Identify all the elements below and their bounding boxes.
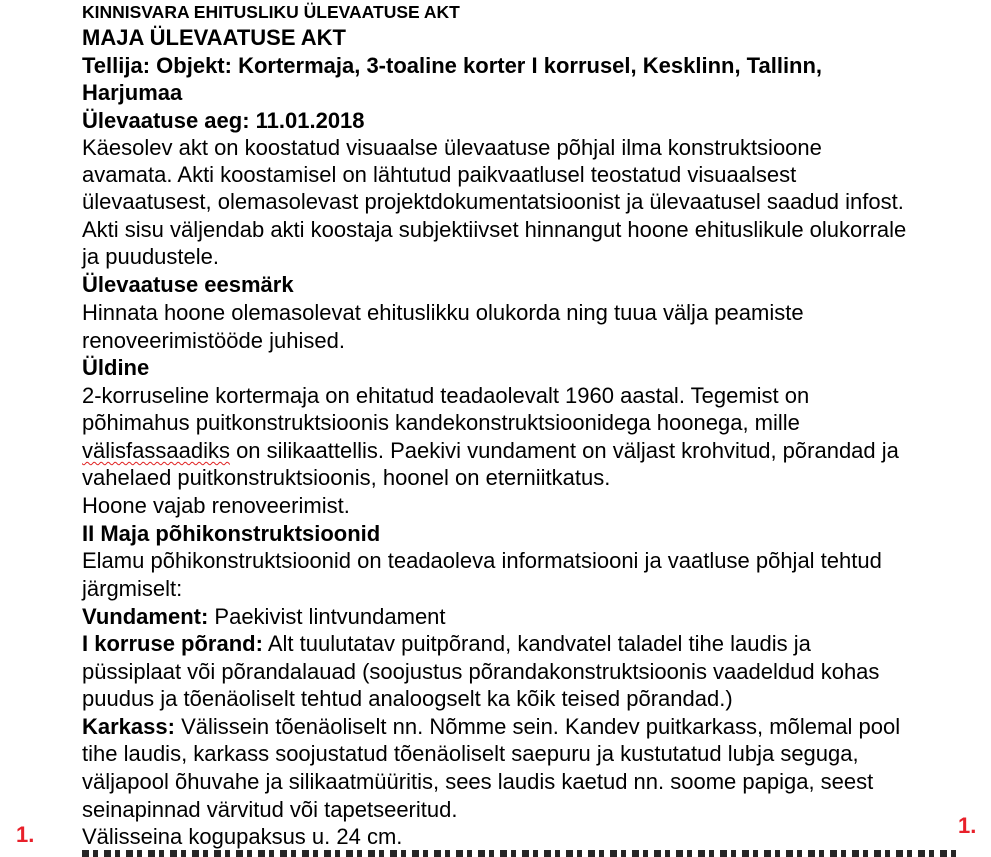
purpose-line: Hinnata hoone olemasolevat ehituslikku olukorda ning tuua välja peamiste (82, 300, 804, 325)
frame-line: Välisseina kogupaksus u. 24 cm. (82, 824, 403, 849)
frame-line (82, 713, 900, 740)
document-title: KINNISVARA EHITUSLIKU ÜLEVAATUSE AKT (82, 2, 460, 22)
floor-label: I korruse põrand: (82, 631, 263, 656)
intro-line: avamata. Akti koostamisel on lähtutud paikvaatlusel teostatud visuaalsest (82, 162, 797, 187)
floor-line: puudus ja tõenäoliselt tehtud analoogselt ka kõik teised põrandad.) (82, 686, 733, 711)
structures-intro-line: järgmiselt: (82, 576, 183, 601)
foundation-label: Vundament: (82, 604, 209, 629)
general-heading: Üldine (82, 355, 150, 380)
foundation-text: Paekivist lintvundament (208, 604, 446, 629)
purpose-heading: Ülevaatuse eesmärk (82, 272, 294, 297)
client-line-2: Harjumaa (82, 80, 183, 105)
truncated-text-line (82, 850, 962, 857)
frame-line: tihe laudis, karkass soojustatud tõenäoliselt saepuru ja kustutatud lubja seguga, (82, 741, 859, 766)
intro-line: Käesolev akt on koostatud visuaalse ülevaatuse põhjal ilma konstruktsioone (82, 135, 822, 160)
floor-line: püssiplaat või põrandalauad (soojustus põrandakonstruktsioonis vaadeldud kohas (82, 659, 880, 684)
floor-line (82, 630, 811, 657)
inspection-date: Ülevaatuse aeg: 11.01.2018 (82, 108, 365, 133)
truncated-text-glyphs (82, 850, 962, 857)
client-line-1: Tellija: Objekt: Kortermaja, 3-toaline korter I korrusel, Kesklinn, Tallinn, (82, 53, 823, 78)
purpose-line: renoveerimistööde juhised. (82, 328, 345, 353)
foundation-line (82, 603, 446, 630)
general-line: põhimahus puitkonstruktsioonis kandekonstruktsioonidega hoonega, mille (82, 410, 800, 435)
intro-line: ja puudustele. (82, 244, 219, 269)
structures-heading: II Maja põhikonstruktsioonid (82, 521, 381, 546)
frame-text: Välissein tõenäoliselt nn. Nõmme sein. Kandev puitkarkass, mõlemal pool (174, 714, 901, 739)
frame-line: seinapinnad värvitud või tapetseeritud. (82, 797, 458, 822)
general-line (82, 437, 899, 464)
annotation-marker-left: 1. (16, 822, 35, 847)
general-line: 2-korruseline kortermaja on ehitatud teadaolevalt 1960 aastal. Tegemist on (82, 383, 810, 408)
general-line: Hoone vajab renoveerimist. (82, 493, 350, 518)
annotation-marker-right: 1. (958, 813, 977, 838)
frame-label: Karkass: (82, 714, 175, 739)
intro-line: Akti sisu väljendab akti koostaja subjektiivset hinnangut hoone ehituslikule olukorrale (82, 217, 907, 242)
misspelled-word[interactable]: välisfassaadiks (82, 438, 230, 463)
floor-text: Alt tuulutatav puitpõrand, kandvatel taladel tihe laudis ja (262, 631, 811, 656)
structures-intro-line: Elamu põhikonstruktsioonid on teadaoleva informatsiooni ja vaatluse põhjal tehtud (82, 548, 882, 573)
general-line: vahelaed puitkonstruktsioonis, hoonel on eterniitkatus. (82, 465, 611, 490)
general-line-rest: on silikaattellis. Paekivi vundament on väljast krohvitud, põrandad ja (229, 438, 899, 463)
intro-line: ülevaatusest, olemasolevast projektdokumentatsioonist ja ülevaatusel saadud infost. (82, 189, 904, 214)
main-title: MAJA ÜLEVAATUSE AKT (82, 25, 346, 50)
frame-line: väljapool õhuvahe ja silikaatmüüritis, sees laudis kaetud nn. soome papiga, seest (82, 769, 874, 794)
